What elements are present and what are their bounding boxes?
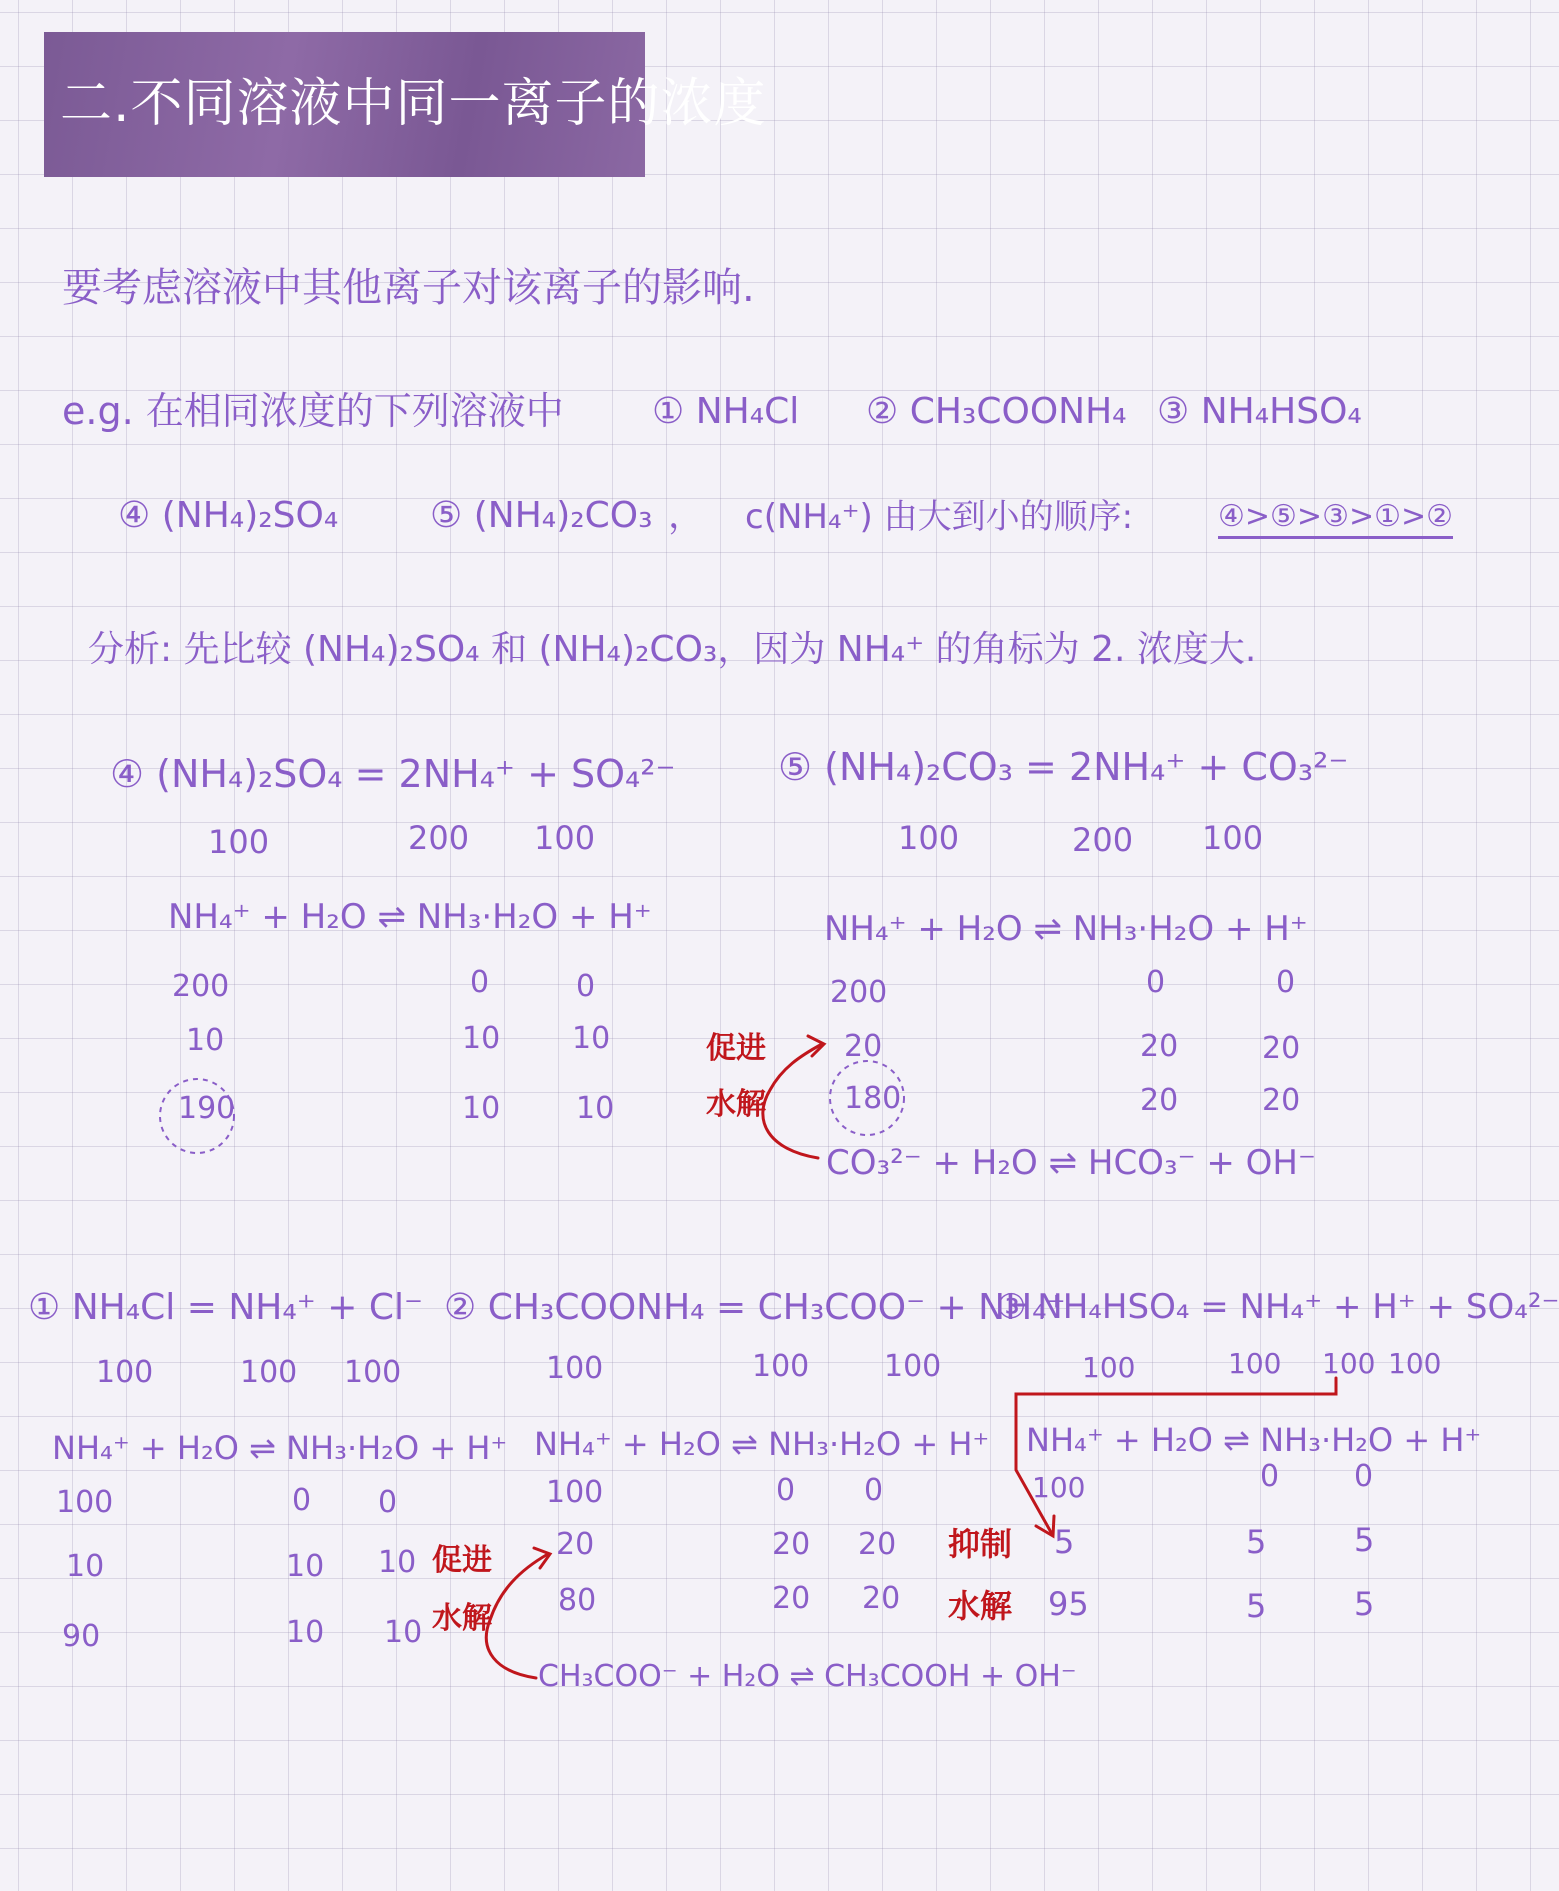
- promote-arrow-curve: [763, 1044, 822, 1158]
- example-answer: ④>⑤>③>①>②: [1218, 502, 1453, 539]
- example-item-5: ⑤ (NH₄)₂CO₃: [430, 495, 653, 536]
- block1-row2-c2: 10: [286, 1549, 325, 1584]
- block3-row3-c3: 5: [1354, 1585, 1375, 1623]
- block2-equation: ② CH₃COONH₄ = CH₃COO⁻ + NH₄⁺: [444, 1287, 1066, 1328]
- block5-row2-c1: 20: [844, 1029, 883, 1064]
- block3-row1-c1: 100: [1032, 1471, 1086, 1504]
- block3-value: 100: [1228, 1347, 1282, 1380]
- promote-arrow-block5: [763, 1036, 824, 1158]
- block3-row2-c3: 5: [1354, 1521, 1375, 1559]
- block2-row2-c3: 20: [858, 1527, 897, 1562]
- promote-arrow-block2: [486, 1548, 550, 1678]
- example-question: c(NH₄⁺) 由大到小的顺序:: [745, 497, 1134, 537]
- block2-value: 100: [752, 1349, 810, 1384]
- block5-row2-c2: 20: [1140, 1029, 1179, 1064]
- block5-row1-c3: 0: [1276, 965, 1296, 1000]
- block3-value: 100: [1082, 1351, 1136, 1384]
- block4-row1-c2: 0: [470, 965, 490, 1000]
- block5-row3-c1: 180: [844, 1081, 902, 1116]
- block4-row2-c1: 10: [186, 1023, 225, 1058]
- example-item-1: ① NH₄Cl: [652, 391, 800, 432]
- block1-row3-c1: 90: [62, 1619, 101, 1654]
- block5-annotation-promote: 促进: [706, 1031, 766, 1066]
- block3-equation: ③ NH₄HSO₄ = NH₄⁺ + H⁺ + SO₄²⁻: [996, 1287, 1559, 1327]
- block1-row2-c1: 10: [66, 1549, 105, 1584]
- block3-annotation-hydrolysis: 水解: [948, 1587, 1013, 1625]
- block3-row2-c2: 5: [1246, 1523, 1267, 1561]
- block5-equation: ⑤ (NH₄)₂CO₃ = 2NH₄⁺ + CO₃²⁻: [778, 745, 1349, 789]
- block1-value: 100: [96, 1355, 154, 1390]
- block3-value: 100: [1388, 1347, 1442, 1380]
- block2-row2-c1: 20: [556, 1527, 595, 1562]
- block3-annotation-suppress: 抑制: [948, 1525, 1013, 1563]
- block1-row1-c3: 0: [378, 1485, 398, 1520]
- example-separator: ，: [668, 495, 705, 536]
- block4-row2-c2: 10: [462, 1021, 501, 1056]
- block2-value: 100: [546, 1351, 604, 1386]
- block5-row3-c2: 20: [1140, 1083, 1179, 1118]
- block5-hydrolysis-equation: NH₄⁺ + H₂O ⇌ NH₃·H₂O + H⁺: [824, 909, 1308, 949]
- block3-row1-c2: 0: [1260, 1459, 1280, 1494]
- block1-hydrolysis-equation: NH₄⁺ + H₂O ⇌ NH₃·H₂O + H⁺: [52, 1429, 508, 1467]
- suppress-arrow-path: [1016, 1378, 1336, 1534]
- block3-row1-c3: 0: [1354, 1459, 1374, 1494]
- block1-row1-c1: 100: [56, 1485, 114, 1520]
- block4-row3-c3: 10: [576, 1091, 615, 1126]
- block5-row1-c1: 200: [830, 975, 888, 1010]
- block4-value: 200: [408, 819, 470, 857]
- block5-row1-c2: 0: [1146, 965, 1166, 1000]
- highlight-circle-180: [830, 1061, 904, 1135]
- example-item-2: ② CH₃COONH₄: [866, 391, 1127, 432]
- block4-equation: ④ (NH₄)₂SO₄ = 2NH₄⁺ + SO₄²⁻: [110, 752, 676, 796]
- block4-row1-c3: 0: [576, 969, 596, 1004]
- block4-hydrolysis-equation: NH₄⁺ + H₂O ⇌ NH₃·H₂O + H⁺: [168, 897, 652, 937]
- block2-value: 100: [884, 1349, 942, 1384]
- block5-carbonate-equation: CO₃²⁻ + H₂O ⇌ HCO₃⁻ + OH⁻: [826, 1143, 1316, 1183]
- block3-hydrolysis-equation: NH₄⁺ + H₂O ⇌ NH₃·H₂O + H⁺: [1026, 1421, 1482, 1459]
- block1-row2-c3: 10: [378, 1545, 417, 1580]
- block3-value: 100: [1322, 1347, 1376, 1380]
- block2-row1-c3: 0: [864, 1473, 884, 1508]
- block2-hydrolysis-equation: NH₄⁺ + H₂O ⇌ NH₃·H₂O + H⁺: [534, 1425, 990, 1463]
- intro-text: 要考虑溶液中其他离子对该离子的影响.: [62, 265, 755, 311]
- block4-value: 100: [208, 823, 270, 861]
- suppress-arrow-block3: [1016, 1378, 1336, 1536]
- block5-value: 100: [898, 819, 960, 857]
- block2-row3-c3: 20: [862, 1581, 901, 1616]
- block5-row3-c3: 20: [1262, 1083, 1301, 1118]
- example-item-4: ④ (NH₄)₂SO₄: [118, 495, 339, 536]
- block1-value: 100: [240, 1355, 298, 1390]
- block2-annotation-hydrolysis: 水解: [432, 1601, 492, 1636]
- block4-row3-c2: 10: [462, 1091, 501, 1126]
- promote-arrow-curve: [486, 1554, 548, 1678]
- block2-row3-c2: 20: [772, 1581, 811, 1616]
- block2-acetate-equation: CH₃COO⁻ + H₂O ⇌ CH₃COOH + OH⁻: [538, 1659, 1077, 1694]
- block3-row3-c1: 95: [1048, 1585, 1089, 1623]
- example-item-3: ③ NH₄HSO₄: [1157, 391, 1362, 432]
- block1-value: 100: [344, 1355, 402, 1390]
- example-prefix: e.g. 在相同浓度的下列溶液中: [62, 389, 564, 433]
- block5-value: 200: [1072, 821, 1134, 859]
- block5-annotation-hydrolysis: 水解: [706, 1087, 766, 1122]
- block1-row1-c2: 0: [292, 1483, 312, 1518]
- block2-row1-c1: 100: [546, 1475, 604, 1510]
- block4-row2-c3: 10: [572, 1021, 611, 1056]
- block1-row3-c3: 10: [384, 1615, 423, 1650]
- block5-row2-c3: 20: [1262, 1031, 1301, 1066]
- page-title: 二.不同溶液中同一离子的浓度: [60, 74, 767, 134]
- block4-value: 100: [534, 819, 596, 857]
- block3-row3-c2: 5: [1246, 1587, 1267, 1625]
- analysis-text: 分析: 先比较 (NH₄)₂SO₄ 和 (NH₄)₂CO₃，因为 NH₄⁺ 的角标为 2. 浓度大.: [88, 629, 1257, 670]
- block1-row3-c2: 10: [286, 1615, 325, 1650]
- block2-row1-c2: 0: [776, 1473, 796, 1508]
- block4-row1-c1: 200: [172, 969, 230, 1004]
- block5-value: 100: [1202, 819, 1264, 857]
- block4-row3-c1: 190: [178, 1091, 236, 1126]
- highlight-circle-190: [160, 1079, 234, 1153]
- block3-row2-c1: 5: [1054, 1523, 1075, 1561]
- block2-row3-c1: 80: [558, 1583, 597, 1618]
- block2-row2-c2: 20: [772, 1527, 811, 1562]
- block2-annotation-promote: 促进: [432, 1543, 492, 1578]
- block1-equation: ① NH₄Cl = NH₄⁺ + Cl⁻: [28, 1287, 423, 1328]
